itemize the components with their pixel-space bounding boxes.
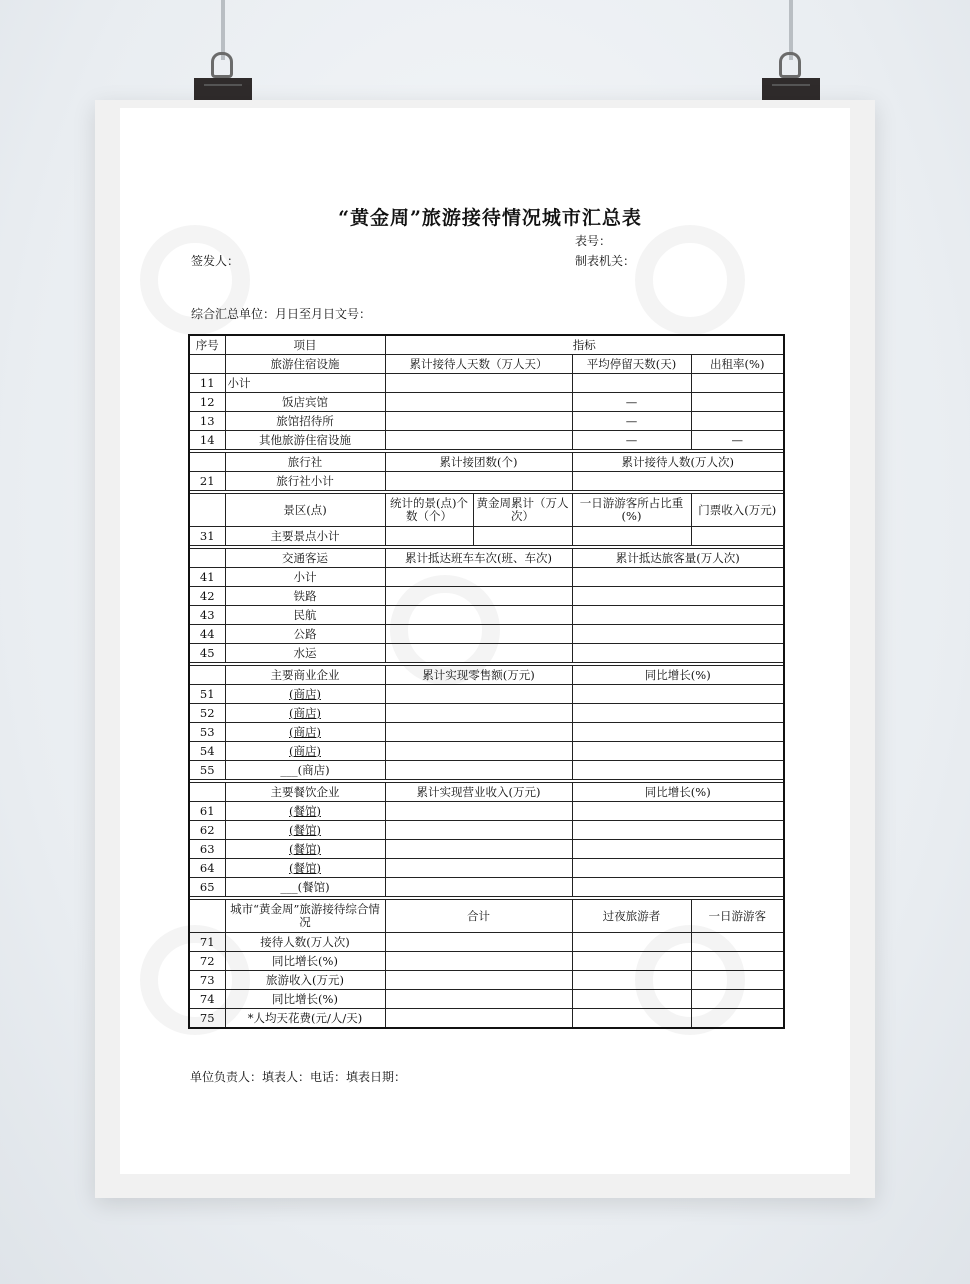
input-cell[interactable] — [385, 859, 572, 878]
cell — [189, 355, 225, 374]
column-head: 出租率(%) — [691, 355, 784, 374]
input-cell[interactable] — [385, 1009, 572, 1029]
input-cell[interactable]: — — [572, 431, 691, 450]
row-number: 12 — [189, 393, 225, 412]
row-label-text: (餐馆) — [289, 822, 321, 837]
column-head: 一日游游客所占比重(%) — [572, 494, 691, 527]
input-cell[interactable] — [385, 412, 572, 431]
table-row — [189, 802, 784, 821]
hanger-wire-left — [221, 0, 225, 60]
section-title: 主要餐饮企业 — [225, 783, 385, 802]
table-row — [189, 761, 784, 780]
footer-signature-line: 单位负责人：填表人：电话：填表日期： — [190, 1070, 407, 1084]
section-title: 主要商业企业 — [225, 666, 385, 685]
row-label: 小计 — [225, 568, 385, 587]
input-cell[interactable] — [572, 742, 784, 761]
cell — [189, 900, 225, 933]
row-label: 小计 — [225, 374, 385, 393]
input-cell[interactable] — [385, 374, 572, 393]
table-number-label: 表号： — [575, 234, 612, 248]
input-cell[interactable] — [691, 412, 784, 431]
row-label: 水运 — [225, 644, 385, 663]
input-cell[interactable] — [385, 723, 572, 742]
row-label-text: (餐馆) — [289, 803, 321, 818]
input-cell[interactable] — [572, 723, 784, 742]
row-number: 61 — [189, 802, 225, 821]
row-number: 45 — [189, 644, 225, 663]
section-head-travel-agency — [189, 453, 784, 472]
input-cell[interactable]: — — [572, 393, 691, 412]
input-cell[interactable] — [691, 374, 784, 393]
row-label-text: (餐馆) — [289, 841, 321, 856]
row-label: ___(餐馆) — [225, 878, 385, 897]
row-label-text: (商店) — [289, 743, 321, 758]
table-row — [189, 685, 784, 704]
table-row — [189, 742, 784, 761]
row-label — [225, 859, 385, 878]
input-cell[interactable] — [572, 952, 691, 971]
input-cell[interactable] — [385, 393, 572, 412]
table-row — [189, 412, 784, 431]
input-cell[interactable] — [572, 933, 691, 952]
row-label — [225, 742, 385, 761]
row-number: 75 — [189, 1009, 225, 1029]
input-cell[interactable] — [385, 568, 572, 587]
column-head: 过夜旅游者 — [572, 900, 691, 933]
row-label: 接待人数(万人次) — [225, 933, 385, 952]
input-cell[interactable] — [473, 527, 572, 546]
row-number: 73 — [189, 971, 225, 990]
input-cell[interactable] — [385, 704, 572, 723]
input-cell[interactable] — [691, 990, 784, 1009]
input-cell[interactable] — [385, 952, 572, 971]
table-header-row — [189, 335, 784, 355]
cell — [189, 453, 225, 472]
row-number: 52 — [189, 704, 225, 723]
row-label-text: (商店) — [289, 686, 321, 701]
input-cell[interactable] — [572, 1009, 691, 1029]
row-number: 14 — [189, 431, 225, 450]
input-cell[interactable] — [385, 971, 572, 990]
row-number: 63 — [189, 840, 225, 859]
input-cell[interactable] — [385, 472, 572, 491]
row-label: 同比增长(%) — [225, 990, 385, 1009]
input-cell[interactable] — [385, 802, 572, 821]
input-cell[interactable] — [572, 878, 784, 897]
input-cell[interactable] — [691, 971, 784, 990]
row-label — [225, 821, 385, 840]
row-label: 饭店宾馆 — [225, 393, 385, 412]
row-label — [225, 704, 385, 723]
row-number: 64 — [189, 859, 225, 878]
table-row — [189, 723, 784, 742]
row-number: 43 — [189, 606, 225, 625]
input-cell[interactable] — [691, 952, 784, 971]
input-cell[interactable]: — — [572, 412, 691, 431]
section-title: 旅行社 — [225, 453, 385, 472]
input-cell[interactable] — [691, 1009, 784, 1029]
input-cell[interactable] — [385, 878, 572, 897]
input-cell[interactable] — [385, 431, 572, 450]
column-head: 累计实现零售额(万元) — [385, 666, 572, 685]
row-label — [225, 802, 385, 821]
column-head: 累计接待人数(万人次) — [572, 453, 784, 472]
cell — [189, 549, 225, 568]
section-head-city-summary — [189, 900, 784, 933]
table-row — [189, 606, 784, 625]
input-cell[interactable] — [385, 933, 572, 952]
table-row — [189, 971, 784, 990]
input-cell[interactable] — [385, 606, 572, 625]
table-row — [189, 587, 784, 606]
section-head-commerce — [189, 666, 784, 685]
row-label: *人均天花费(元/人/天) — [225, 1009, 385, 1029]
row-number: 51 — [189, 685, 225, 704]
table-row — [189, 374, 784, 393]
table-row — [189, 393, 784, 412]
input-cell[interactable] — [691, 393, 784, 412]
input-cell[interactable] — [385, 685, 572, 704]
row-label — [225, 840, 385, 859]
binder-clip-left-handle — [211, 52, 233, 78]
input-cell[interactable] — [572, 472, 784, 491]
table-row — [189, 840, 784, 859]
row-number: 71 — [189, 933, 225, 952]
row-number: 74 — [189, 990, 225, 1009]
column-head: 累计接团数(个) — [385, 453, 572, 472]
input-cell[interactable] — [385, 761, 572, 780]
row-number: 41 — [189, 568, 225, 587]
input-cell[interactable] — [385, 821, 572, 840]
row-label: 其他旅游住宿设施 — [225, 431, 385, 450]
row-label: 旅游收入(万元) — [225, 971, 385, 990]
column-head: 累计接待人天数（万人天） — [385, 355, 572, 374]
section-title: 城市“黄金周”旅游接待综合情况 — [225, 900, 385, 933]
summary-table — [188, 334, 785, 1029]
input-cell[interactable] — [572, 568, 784, 587]
input-cell[interactable] — [691, 527, 784, 546]
table-row — [189, 625, 784, 644]
table-row — [189, 952, 784, 971]
column-head: 累计抵达班车车次(班、车次) — [385, 549, 572, 568]
cell — [189, 666, 225, 685]
cell — [189, 783, 225, 802]
row-label: 主要景点小计 — [225, 527, 385, 546]
row-number: 72 — [189, 952, 225, 971]
row-number: 21 — [189, 472, 225, 491]
input-cell[interactable] — [572, 761, 784, 780]
row-number: 65 — [189, 878, 225, 897]
row-number: 11 — [189, 374, 225, 393]
header-seq: 序号 — [189, 335, 225, 355]
section-head-catering — [189, 783, 784, 802]
input-cell[interactable] — [385, 990, 572, 1009]
row-label-text: (商店) — [289, 705, 321, 720]
input-cell[interactable] — [385, 587, 572, 606]
row-number: 13 — [189, 412, 225, 431]
row-number: 44 — [189, 625, 225, 644]
input-cell[interactable] — [572, 859, 784, 878]
input-cell[interactable] — [572, 374, 691, 393]
maker-label: 制表机关： — [575, 254, 636, 268]
input-cell[interactable] — [572, 606, 784, 625]
input-cell[interactable]: — — [691, 431, 784, 450]
input-cell[interactable] — [572, 840, 784, 859]
table-row — [189, 990, 784, 1009]
column-head: 同比增长(%) — [572, 666, 784, 685]
row-number: 54 — [189, 742, 225, 761]
input-cell[interactable] — [385, 625, 572, 644]
watermark-logo — [635, 225, 745, 335]
column-head: 门票收入(万元) — [691, 494, 784, 527]
input-cell[interactable] — [572, 625, 784, 644]
row-number: 42 — [189, 587, 225, 606]
table-row — [189, 431, 784, 450]
table-row — [189, 527, 784, 546]
column-head: 累计实现营业收入(万元) — [385, 783, 572, 802]
input-cell[interactable] — [385, 742, 572, 761]
column-head: 黄金周累计（万人次） — [473, 494, 572, 527]
column-head: 平均停留天数(天) — [572, 355, 691, 374]
table-row — [189, 878, 784, 897]
section-head-accommodation — [189, 355, 784, 374]
row-label: 民航 — [225, 606, 385, 625]
section-title: 交通客运 — [225, 549, 385, 568]
row-label: 旅行社小计 — [225, 472, 385, 491]
table-row — [189, 472, 784, 491]
column-head: 累计抵达旅客量(万人次) — [572, 549, 784, 568]
hanger-wire-right — [789, 0, 793, 60]
row-label-text: (餐馆) — [289, 860, 321, 875]
row-label: 铁路 — [225, 587, 385, 606]
row-label — [225, 723, 385, 742]
column-head: 一日游游客 — [691, 900, 784, 933]
summary-unit-label: 综合汇总单位：月日至月日文号： — [191, 307, 372, 321]
section-head-transport — [189, 549, 784, 568]
input-cell[interactable] — [572, 971, 691, 990]
row-label-text: (商店) — [289, 724, 321, 739]
row-label: 公路 — [225, 625, 385, 644]
row-number: 53 — [189, 723, 225, 742]
input-cell[interactable] — [572, 527, 691, 546]
row-label — [225, 685, 385, 704]
input-cell[interactable] — [572, 587, 784, 606]
cell — [189, 494, 225, 527]
row-label: 旅馆招待所 — [225, 412, 385, 431]
input-cell[interactable] — [691, 933, 784, 952]
table-row — [189, 821, 784, 840]
input-cell[interactable] — [385, 644, 572, 663]
section-title: 旅游住宿设施 — [225, 355, 385, 374]
table-row — [189, 859, 784, 878]
input-cell[interactable] — [385, 527, 473, 546]
table-row — [189, 933, 784, 952]
table-row — [189, 568, 784, 587]
binder-clip-right-handle — [779, 52, 801, 78]
input-cell[interactable] — [572, 704, 784, 723]
input-cell[interactable] — [572, 644, 784, 663]
input-cell[interactable] — [385, 840, 572, 859]
column-head: 统计的景(点)个数（个） — [385, 494, 473, 527]
row-number: 62 — [189, 821, 225, 840]
column-head: 合计 — [385, 900, 572, 933]
row-label: 同比增长(%) — [225, 952, 385, 971]
header-item: 项目 — [225, 335, 385, 355]
table-row — [189, 644, 784, 663]
row-number: 31 — [189, 527, 225, 546]
input-cell[interactable] — [572, 802, 784, 821]
table-row — [189, 1009, 784, 1029]
page-title: “黄金周”旅游接待情况城市汇总表 — [338, 207, 642, 229]
section-title: 景区(点) — [225, 494, 385, 527]
row-number: 55 — [189, 761, 225, 780]
input-cell[interactable] — [572, 685, 784, 704]
column-head: 同比增长(%) — [572, 783, 784, 802]
issuer-label: 签发人： — [191, 254, 240, 268]
input-cell[interactable] — [572, 821, 784, 840]
table-row — [189, 704, 784, 723]
input-cell[interactable] — [572, 990, 691, 1009]
header-indicator: 指标 — [385, 335, 784, 355]
row-label: ___(商店) — [225, 761, 385, 780]
section-head-scenic — [189, 494, 784, 527]
